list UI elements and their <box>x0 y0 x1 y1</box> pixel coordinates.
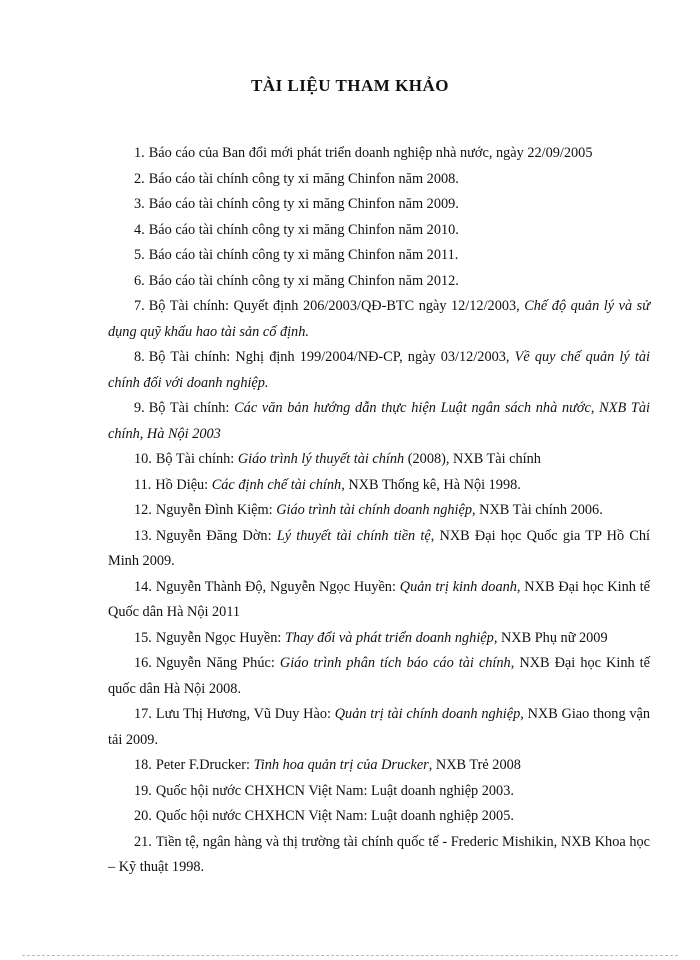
reference-item <box>108 651 650 702</box>
reference-number: 7. <box>134 298 145 314</box>
reference-text: Báo cáo tài chính công ty xi măng Chinfon năm 2010. <box>148 221 459 238</box>
reference-title-italic: Các văn bản hướng dẫn thực hiện Luật ngân sách nhà nước, NXB Tài chính, Hà Nội 2003 <box>108 400 650 442</box>
reference-text: Nguyễn Đình Kiệm: <box>155 502 277 518</box>
reference-number: 2. <box>134 170 145 187</box>
reference-title-italic: Giáo trình lý thuyết tài chính <box>237 451 405 467</box>
reference-item <box>108 294 650 345</box>
reference-number: 10. <box>134 451 152 467</box>
reference-title-italic: Chế độ quản lý và sử dụng quỹ khấu hao tài sản cố định. <box>108 298 650 340</box>
reference-item <box>108 473 650 499</box>
reference-title-italic: Giáo trình phân tích báo cáo tài chính <box>279 655 511 671</box>
reference-text: Peter F.Drucker: <box>155 757 254 773</box>
reference-title-italic: Thay đổi và phát triển doanh nghiệp <box>284 629 494 646</box>
reference-item <box>108 753 650 779</box>
reference-title-italic: Giáo trình tài chính doanh nghiệp <box>276 502 472 518</box>
page-title: TÀI LIỆU THAM KHẢO <box>250 76 450 95</box>
reference-text: Bộ Tài chính: Quyết định 206/2003/QĐ-BTC ngày 12/12/2003, <box>148 298 525 314</box>
reference-item <box>108 830 650 881</box>
reference-text: , NXB Đại học Kinh tế quốc dân Hà Nội 2008. <box>108 655 650 697</box>
reference-item <box>108 396 650 447</box>
reference-text: Hồ Diệu: <box>155 476 212 493</box>
reference-text: , NXB Đại học Quốc gia TP Hồ Chí Minh 2009. <box>108 527 650 569</box>
reference-text: , NXB Trẻ 2008 <box>428 757 521 773</box>
reference-item <box>108 804 650 830</box>
reference-item <box>108 192 650 218</box>
reference-text: , NXB Giao thong vận tải 2009. <box>108 706 650 748</box>
reference-item <box>108 243 650 269</box>
reference-item <box>108 575 650 626</box>
reference-number: 19. <box>134 782 152 799</box>
reference-number: 1. <box>134 145 145 161</box>
reference-text: Nguyễn Đăng Dờn: <box>155 527 277 544</box>
reference-number: 6. <box>134 272 145 289</box>
reference-item <box>108 626 650 652</box>
reference-number: 4. <box>134 221 145 238</box>
reference-item <box>108 269 650 295</box>
reference-number: 11. <box>134 476 152 493</box>
reference-text: Bộ Tài chính: Nghị định 199/2004/NĐ-CP, ngày 03/12/2003, <box>148 349 515 365</box>
page-bottom-divider <box>22 955 678 956</box>
reference-item <box>108 167 650 193</box>
reference-text: Quốc hội nước CHXHCN Việt Nam: Luật doanh nghiệp 2003. <box>155 782 514 799</box>
reference-text: Bộ Tài chính: <box>148 400 235 416</box>
reference-text: Nguyễn Thành Độ, Nguyễn Ngọc Huyền: <box>155 578 400 595</box>
reference-item <box>108 141 650 167</box>
reference-title-italic: Quản trị tài chính doanh nghiệp <box>334 706 521 722</box>
reference-text: , NXB Thống kê, Hà Nội 1998. <box>341 476 521 493</box>
reference-text: Nguyễn Ngọc Huyền: <box>155 629 285 646</box>
reference-text: Báo cáo tài chính công ty xi măng Chinfon năm 2008. <box>148 170 459 187</box>
reference-item <box>108 345 650 396</box>
reference-item <box>108 498 650 524</box>
reference-text: (2008), NXB Tài chính <box>404 451 541 467</box>
reference-item <box>108 779 650 805</box>
reference-number: 5. <box>134 247 145 263</box>
reference-title-italic: Quản trị kinh doanh <box>399 578 517 595</box>
reference-number: 12. <box>134 502 152 518</box>
reference-text: Nguyễn Năng Phúc: <box>155 655 280 671</box>
reference-item <box>108 524 650 575</box>
reference-title-italic: Lý thuyết tài chính tiền tệ <box>276 527 431 544</box>
reference-text: Tiền tệ, ngân hàng và thị trường tài chính quốc tế - Frederic Mishikin, NXB Khoa học – Kỹ thuật 1998. <box>108 833 650 875</box>
reference-number: 20. <box>134 808 152 824</box>
reference-number: 18. <box>134 757 152 773</box>
reference-text: , NXB Đại học Kinh tế Quốc dân Hà Nội 2011 <box>108 578 651 620</box>
reference-number: 15. <box>134 629 152 646</box>
reference-number: 14. <box>134 578 152 595</box>
reference-number: 17. <box>134 706 152 722</box>
reference-text: , NXB Tài chính 2006. <box>471 502 603 518</box>
reference-text: Lưu Thị Hương, Vũ Duy Hào: <box>155 706 335 722</box>
reference-text: , NXB Phụ nữ 2009 <box>493 629 608 646</box>
reference-number: 16. <box>134 655 152 671</box>
reference-text: Báo cáo tài chính công ty xi măng Chinfon năm 2011. <box>148 247 459 263</box>
reference-number: 13. <box>134 527 152 544</box>
reference-item <box>108 218 650 244</box>
reference-number: 21. <box>134 833 152 850</box>
reference-text: Báo cáo tài chính công ty xi măng Chinfon năm 2012. <box>148 272 459 289</box>
reference-title-italic: Về quy chế quản lý tài chính đối với doanh nghiệp. <box>108 349 651 391</box>
reference-number: 9. <box>134 400 145 416</box>
reference-number: 8. <box>134 349 145 365</box>
reference-number: 3. <box>134 196 145 212</box>
reference-title-italic: Các định chế tài chính <box>211 476 342 493</box>
reference-text: Báo cáo của Ban đổi mới phát triển doanh nghiệp nhà nước, ngày 22/09/2005 <box>148 145 593 161</box>
reference-list <box>108 141 650 881</box>
reference-text: Bộ Tài chính: <box>155 451 238 467</box>
reference-item <box>108 702 650 753</box>
reference-text: Quốc hội nước CHXHCN Việt Nam: Luật doanh nghiệp 2005. <box>155 808 514 824</box>
reference-item <box>108 447 650 473</box>
reference-title-italic: Tinh hoa quản trị của Drucker <box>253 757 429 773</box>
reference-text: Báo cáo tài chính công ty xi măng Chinfon năm 2009. <box>148 196 459 212</box>
